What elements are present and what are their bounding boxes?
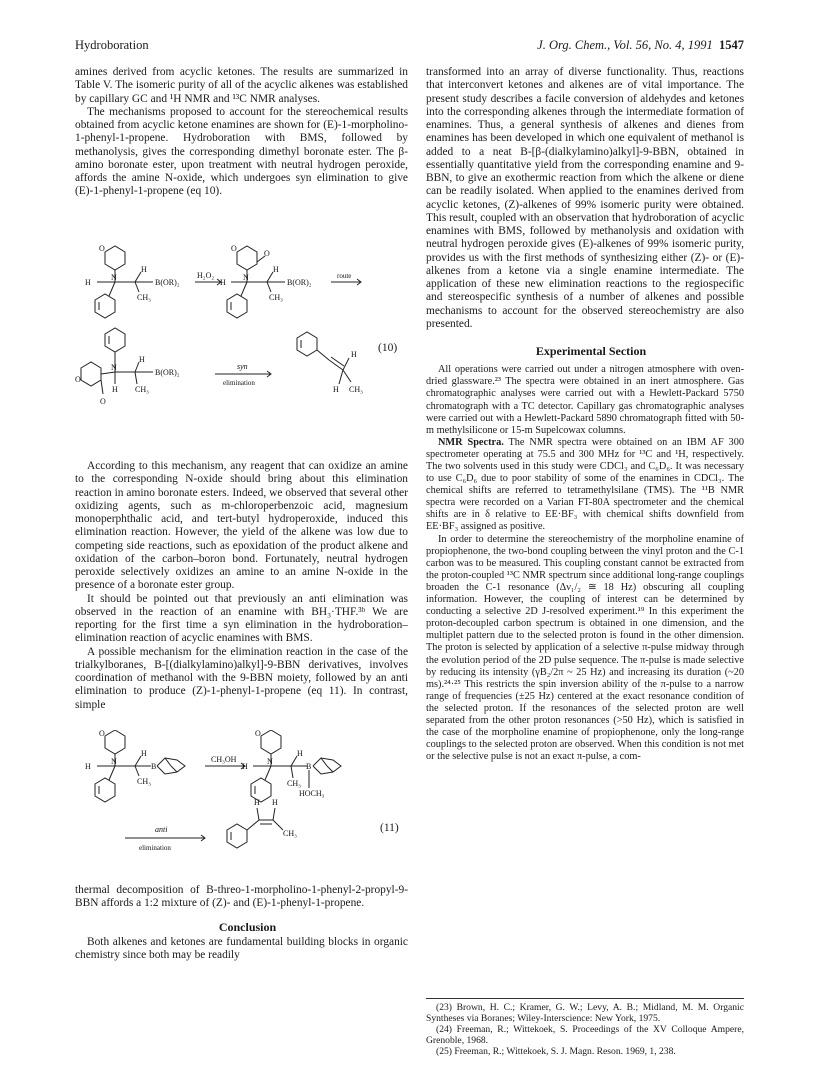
phenyl-ring [227, 294, 247, 318]
paragraph: NMR Spectra. The NMR spectra were obtained on an IBM AF 300 spectrometer operating at 75.5 and 300 MHz for ¹³C and ¹H, respectively. The two solvents used in this study were CDCl₃ and C₆D₆. It was necessary to use C₆D₆ due to poor stability of some of the enamines in CDCl₃. The chemical shifts are referred to tetramethylsilane (TMS). The ¹¹B NMR spectra were recorded on a Varian FT-80A spectrometer and the chemical shifts are in δ relative to EE·BF₃ with chemical shifts downfield from EE·BF₃ assigned as positive. [426, 436, 745, 533]
atom-label-b: B [306, 762, 312, 771]
equation-number: (10) [378, 342, 398, 354]
morpholine-ring [105, 246, 125, 270]
group-label-methyl: CH₃ [287, 779, 301, 788]
group-label-boronate: B(OR)₂ [155, 278, 180, 287]
atom-label-h: H [273, 265, 279, 274]
group-label-methyl: CH₃ [137, 293, 151, 302]
group-label-methyl: CH₃ [283, 829, 297, 838]
atom-label-h: H [141, 749, 147, 758]
arrow-label-anti: anti [155, 825, 168, 834]
page-number: 1547 [719, 38, 744, 52]
atom-label-o: O [255, 730, 261, 738]
reaction-scheme-10 [75, 238, 408, 426]
atom-label-o: O [231, 244, 237, 253]
atom-label-n: N [243, 273, 249, 282]
header-section-title: Hydroboration [75, 38, 149, 52]
paragraph: A possible mechanism for the elimination reaction in the case of the trialkylboranes, B-[(dialkylamino)alkyl]-9-BBN derivatives, involves coordination of methanol with the 9-BBN moiety, followed by an anti elimination to produce (Z)-1-phenyl-1-propene (eq 11). In contrast, simple [75, 645, 408, 711]
section-heading-experimental: Experimental Section [535, 344, 647, 358]
group-label-methyl: CH₃ [135, 385, 149, 394]
header-citation: J. Org. Chem., Vol. 56, No. 4, 1991 1547 [537, 38, 744, 52]
left-column-middle [75, 460, 408, 712]
atom-label-o: O [75, 375, 81, 384]
equation-number: (11) [380, 822, 399, 834]
reference-25: (25) Freeman, R.; Wittekoek, S. J. Magn. Reson. 1969, 1, 238. [436, 1046, 676, 1057]
paragraph: transformed into an array of diverse functionality. Thus, reactions that interconvert ketones and alkenes are of vital importance. The present study describes a facile conversion of aldehydes and ketones into the corresponding alkenes through the intermediate formation of enamines. Thus, a general synthesis of alkenes and dienes from enamines has been developed in which one equivalent of methanol is added to a neat B-[β-(dialkylamino)alkyl]-9-BBN, obtained in essentially quantitative yield from the corresponding enamine and 9-BBN, to give an exothermic reaction from which the alkene or diene can be readily isolated. When applied to the enamines derived from acyclic ketones, (Z)-alkenes of 99% isomeric purity were obtained. This result, coupled with an observation that hydroboration of acyclic enamines with BMS, followed by methanolysis and oxidation with neutral hydrogen peroxide gives (E)-alkenes of 99% isomeric purity, provides us with the first methods of synthesizing either (Z)- or (E)-alkenes from a ketone via a single enamine intermediate. The application of these new elimination reactions to the regiospecific and stereospecific synthesis of a number of alkenes and possible mechanisms to account for the observed stereochemistry are also presented. [426, 66, 744, 330]
morpholine-ring [105, 730, 125, 754]
running-header [75, 38, 744, 54]
run-in-heading: NMR Spectra. [438, 436, 504, 448]
phenyl-ring [95, 294, 115, 318]
atom-label-o: O [99, 730, 105, 738]
morpholine-ring [261, 730, 281, 754]
paragraph: The mechanisms proposed to account for the stereochemical results obtained from acyclic ketone enamines are shown for (E)-1-morpholino-1-phenyl-1-propene. Hydroboration with BMS, followed by methanolysis, gives the corresponding dimethyl boronate ester. The β-amino boronate ester, upon treatment with neutral hydrogen peroxide, affords the amine N-oxide, which undergoes syn elimination to give (E)-1-phenyl-1-propene (eq 10). [75, 105, 408, 198]
atom-label-h: H [242, 762, 248, 771]
atom-label-h: H [272, 798, 278, 807]
atom-label-h: H [112, 385, 118, 394]
footnote-rule [426, 998, 744, 999]
group-label-methoxy: HOCH₃ [299, 789, 325, 798]
atom-label-h: H [85, 278, 91, 287]
group-label-boronate: B(OR)₂ [155, 368, 180, 377]
reagent-label-route: route [337, 272, 352, 280]
arrow-label-elimination: elimination [223, 379, 255, 387]
reference-23: (23) Brown, H. C.; Kramer, G. W.; Levy, A. B.; Midland, M. M. Organic Syntheses via Boranes; Wiley-Interscience: New York, 1975. [426, 1002, 744, 1024]
atom-label-n: N [111, 273, 117, 282]
experimental-body [426, 364, 744, 763]
atom-label-o: O [99, 244, 105, 253]
atom-label-h: H [85, 762, 91, 771]
atom-label-h: H [220, 278, 226, 287]
left-column-bottom [75, 884, 408, 962]
paragraph: thermal decomposition of B-threo-1-morpholino-1-phenyl-2-propyl-9-BBN affords a 1:2 mixture of (Z)- and (E)-1-phenyl-1-propene. [75, 884, 408, 910]
paragraph: In order to determine the stereochemistry of the morpholine enamine of propiophenone, the two-bond coupling between the vinyl proton and the C-1 carbon was to be measured. This coupling constant cannot be extracted from the proton-coupled ¹³C NMR spectrum since additional long-range couplings broaden the C-1 resonance (Δν₁/₂ ≅ 18 Hz) obscuring all coupling information. However, the coupling of interest can be determined by conducting a selective 2D J-resolved experiment.¹⁹ In this experiment the proton-decoupled carbon spectrum is obtained in one dimension, and the multiplet pattern due to the selected proton is found in the other dimension. The proton is selected by application of a selective π-pulse midway through the evolution period of the 2D pulse sequence. The π-pulse is made selective by reducing its intensity (γB₂/2π ~ 25 Hz) and increasing its duration (~20 ms).²⁴·²⁵ This restricts the spin inversion ability of the π-pulse to a narrow range of frequencies (±25 Hz) centered at the exact resonance condition of the selected proton. If the resonances of the selected proton are well separated from the other proton resonances (>50 Hz), which is satisfied in the case of the morpholine enamine of propiophenone, only the long-range couplings to the selected proton are observed. When this condition is not met or the selective pulse is not an exact π-pulse, a com- [426, 533, 744, 763]
morpholine-ring [237, 246, 257, 270]
arrow-label-elimination: elimination [139, 844, 171, 852]
atom-label-n: N [111, 363, 117, 372]
atom-label-b: B [151, 762, 157, 771]
group-label-methyl: CH₃ [269, 293, 283, 302]
group-label-methyl: CH₃ [349, 385, 363, 394]
reagent-label-h2o2: H₂O₂ [197, 271, 215, 280]
phenyl-ring [227, 824, 247, 848]
atom-label-h: H [333, 385, 339, 394]
paragraph: All operations were carried out under a nitrogen atmosphere with oven-dried glassware.²³ The spectra were obtained in an inert atmosphere. Gas chromatographic analyses were carried out with a Hewlett-Packard 5750 chromatograph with a TC detector. Capillary gas chromatographic analyses were carried out with a Hewlett-Packard 5890 chromatograph fitted with 50-m methylsilicone or 15-m Supelcowax columns. [426, 364, 744, 436]
atom-label-o: O [264, 249, 270, 258]
atom-label-h: H [141, 265, 147, 274]
group-label-methyl: CH₃ [137, 777, 151, 786]
atom-label-n: N [267, 757, 273, 766]
atom-label-h: H [297, 749, 303, 758]
paragraph: It should be pointed out that previously an anti elimination was observed in the reaction of an enamine with BH₃·THF.³ᵇ We are reporting for the first time a syn elimination in the hydroboration–elimination reaction of acyclic enamines with BMS. [75, 592, 408, 645]
section-heading-conclusion: Conclusion [218, 919, 277, 934]
atom-label-h: H [139, 355, 145, 364]
paragraph: amines derived from acyclic ketones. The results are summarized in Table V. The isomeric purity of all of the acyclic alkenes was established by capillary GC and ¹H NMR and ¹³C NMR analyses. [75, 66, 408, 105]
reagent-label-methanol: CH₃OH [211, 755, 237, 764]
right-column [426, 66, 744, 763]
phenyl-ring [95, 778, 115, 802]
paragraph: Both alkenes and ketones are fundamental building blocks in organic chemistry since both may be readily [75, 935, 408, 961]
footnote-references [426, 1002, 744, 1057]
arrow-label-syn: syn [237, 362, 248, 371]
left-column-top [75, 66, 408, 199]
phenyl-ring [105, 328, 125, 352]
atom-label-h: H [254, 798, 260, 807]
paragraph: According to this mechanism, any reagent that can oxidize an amine to the corresponding N-oxide should bring about this elimination reaction in amino boronate esters. Indeed, we observed that several other oxidizing agents, such as m-chloroperbenzoic acid, magnesium monoperphthalic acid, and tert-butyl hydroperoxide, induced this elimination reaction. However, the yield of the alkene was low due to competing side reactions, such as epoxidation of the product alkene and oxidation of the carbon–boron bond. Fortunately, neutral hydrogen peroxide selectively oxidizes an amine to an amine N-oxide in the presence of a boronate ester group. [75, 460, 408, 592]
phenyl-ring [297, 332, 317, 356]
atom-label-h: H [351, 350, 357, 359]
reaction-scheme-11 [75, 730, 408, 860]
atom-label-o: O [100, 397, 106, 406]
morpholine-ring [81, 362, 101, 386]
atom-label-n: N [111, 757, 117, 766]
group-label-boronate: B(OR)₂ [287, 278, 312, 287]
reference-24: (24) Freeman, R.; Wittekoek, S. Proceedings of the XV Colloque Ampere, Grenoble, 1968. [426, 1024, 744, 1046]
